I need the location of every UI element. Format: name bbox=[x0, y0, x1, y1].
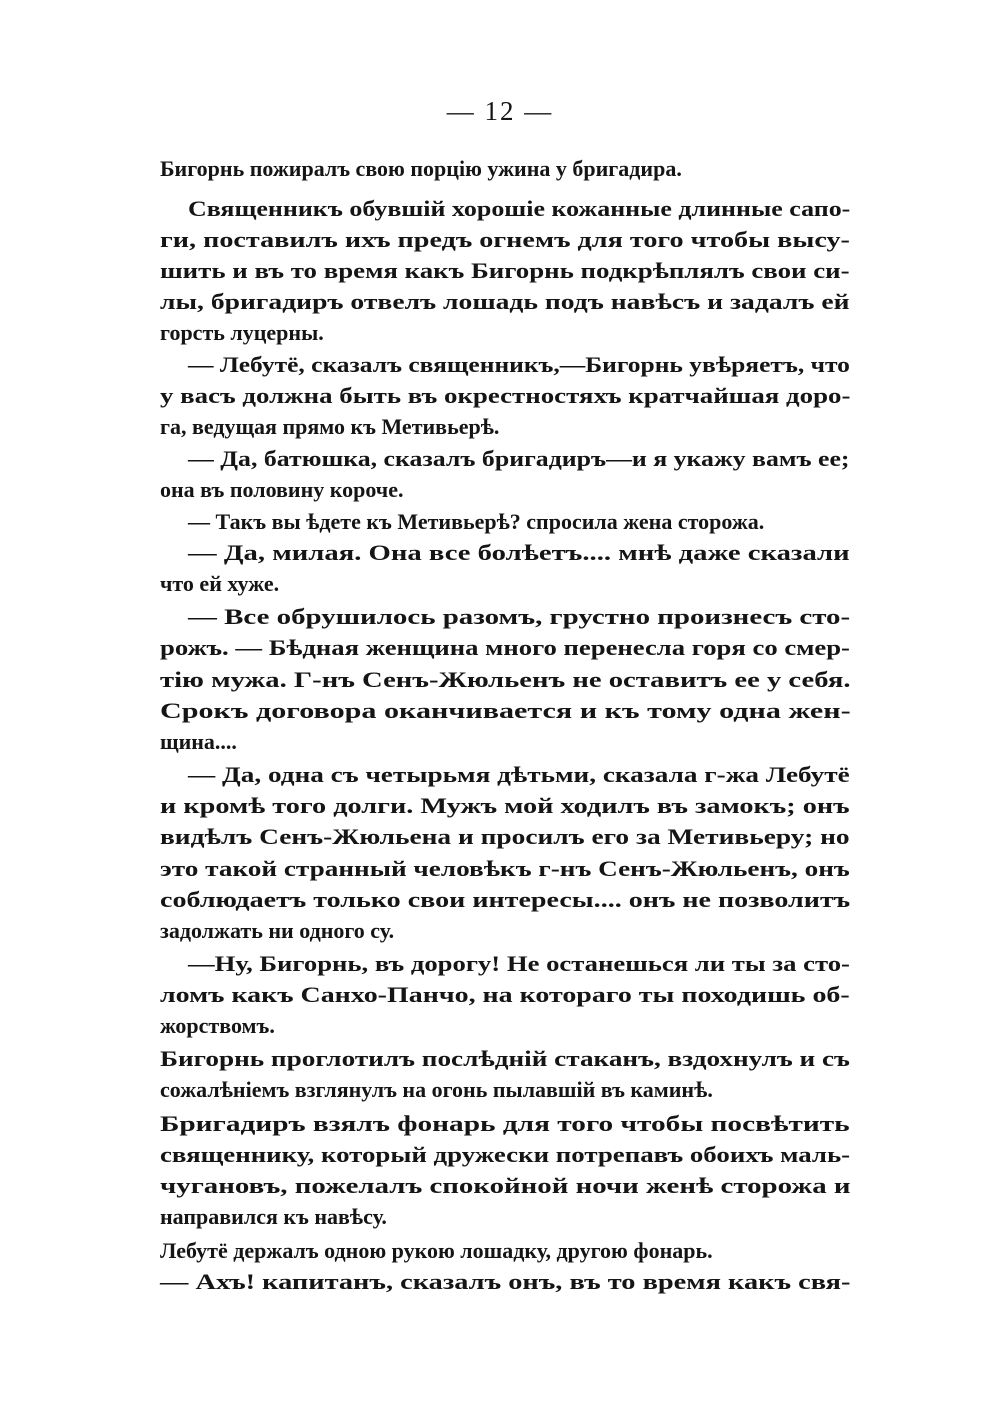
text-line: ги, поставилъ ихъ предъ огнемъ для того чтобы высу- bbox=[160, 227, 850, 252]
text-line: щина.... bbox=[160, 729, 237, 754]
text-line: священнику, который дружески потрепавъ обоихъ маль- bbox=[160, 1142, 851, 1167]
text-line: Бигорнь проглотилъ послѣдній стаканъ, вздохнулъ и съ bbox=[160, 1046, 850, 1071]
text-line: она въ половину короче. bbox=[160, 477, 404, 502]
text-line: шить и въ то время какъ Бигорнь подкрѣплялъ свои си- bbox=[160, 258, 850, 283]
text-line: — Да, батюшка, сказалъ бригадиръ—и я укажу вамъ ее; bbox=[188, 446, 850, 471]
text-line: у васъ должна быть въ окрестностяхъ кратчайшая доро- bbox=[160, 383, 851, 408]
text-line: лы, бригадиръ отвелъ лошадь подъ навѣсъ и задалъ ей bbox=[160, 289, 850, 314]
text-line: рожъ. — Бѣдная женщина много перенесла горя со смер- bbox=[160, 635, 850, 660]
text-line: Бигорнь пожиралъ свою порцію ужина у бригадира. bbox=[160, 156, 682, 181]
text-line: —Ну, Бигорнь, въ дорогу! Не останешься ли ты за сто- bbox=[188, 951, 850, 976]
text-line: тію мужа. Г-нъ Сенъ-Жюльенъ не оставитъ ее у себя. bbox=[160, 667, 851, 692]
text-line: и кромѣ того долги. Мужъ мой ходилъ въ замокъ; онъ bbox=[160, 793, 850, 818]
text-line: — Да, милая. Она все болѣетъ.... мнѣ даже сказали bbox=[188, 540, 850, 565]
text-line: — Все обрушилось разомъ, грустно произнесъ сто- bbox=[188, 604, 851, 629]
text-line: соблюдаетъ только свои интересы.... онъ не позволитъ bbox=[160, 887, 851, 912]
text-line: чугановъ, пожелалъ спокойной ночи женѣ сторожа и bbox=[160, 1173, 851, 1198]
text-line: — Лебутё, сказалъ священникъ,—Бигорнь увѣряетъ, что bbox=[188, 352, 850, 377]
text-line: видѣлъ Сенъ-Жюльена и просилъ его за Метивьеру; но bbox=[160, 824, 850, 849]
text-line: — Такъ вы ѣдете къ Метивьерѣ? спросила жена сторожа. bbox=[188, 509, 765, 534]
text-line: сожалѣніемъ взглянулъ на огонь пылавшій въ каминѣ. bbox=[160, 1077, 713, 1102]
text-line: направился къ навѣсу. bbox=[160, 1204, 387, 1229]
text-line: Лебутё держалъ одною рукою лошадку, другою фонарь. bbox=[160, 1238, 713, 1263]
text-line: что ей хуже. bbox=[160, 571, 280, 596]
text-line: — Ахъ! капитанъ, сказалъ онъ, въ то время какъ свя- bbox=[160, 1269, 851, 1294]
text-line: это такой странный человѣкъ г-нъ Сенъ-Жюльенъ, онъ bbox=[160, 856, 850, 881]
text-line: Срокъ договора оканчивается и къ тому одна жен- bbox=[160, 698, 851, 723]
text-line: — Да, одна съ четырьмя дѣтьми, сказала г-жа Лебутё bbox=[188, 762, 850, 787]
text-line: ломъ какъ Санхо-Панчо, на котораго ты походишь об- bbox=[160, 982, 850, 1007]
text-line: Священникъ обувшій хорошіе кожанные длинные сапо- bbox=[188, 196, 851, 221]
text-line: задолжать ни одного су. bbox=[160, 918, 395, 943]
text-line: Бригадиръ взялъ фонарь для того чтобы посвѣтить bbox=[160, 1111, 850, 1136]
text-line: горсть луцерны. bbox=[160, 320, 324, 345]
page-number: — 12 — bbox=[446, 96, 554, 126]
text-line: жорствомъ. bbox=[160, 1013, 275, 1038]
text-line: га, ведущая прямо къ Метивьерѣ. bbox=[160, 414, 500, 439]
